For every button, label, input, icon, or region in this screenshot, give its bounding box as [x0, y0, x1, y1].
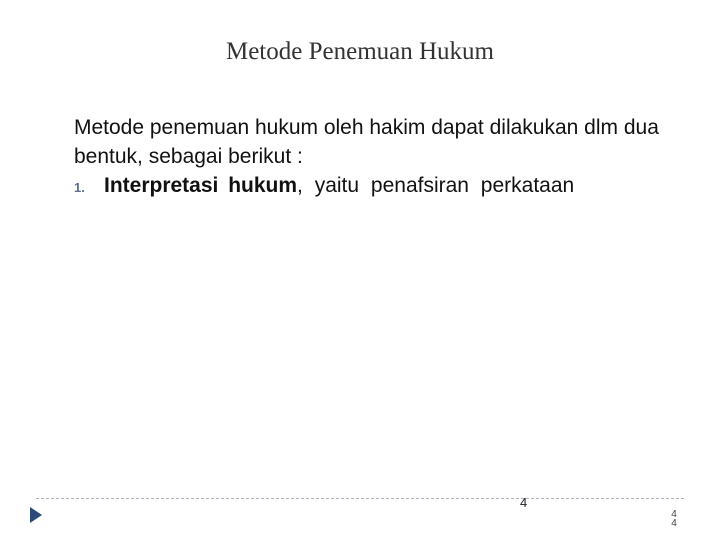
- list-item: [74, 171, 694, 202]
- page-number: 4: [520, 495, 528, 510]
- footer-divider: [36, 498, 684, 499]
- triangle-right-icon: [30, 507, 42, 523]
- slide-title: Metode Penemuan Hukum: [225, 38, 494, 65]
- list-item-text: , yaitu penafsiran perkataan: [297, 174, 575, 197]
- corner-page-number-top: 4: [671, 509, 677, 520]
- list-item-content: [104, 171, 574, 200]
- intro-paragraph: Metode penemuan hukum oleh hakim dapat dilakukan dlm dua bentuk, sebagai berikut :: [74, 116, 659, 168]
- slide-body: [74, 113, 694, 202]
- list-item-keyword: Interpretasi hukum: [104, 174, 298, 197]
- list-marker: 1.: [74, 180, 85, 195]
- corner-page-number: [669, 510, 679, 528]
- corner-page-number-bottom: 4: [671, 518, 677, 529]
